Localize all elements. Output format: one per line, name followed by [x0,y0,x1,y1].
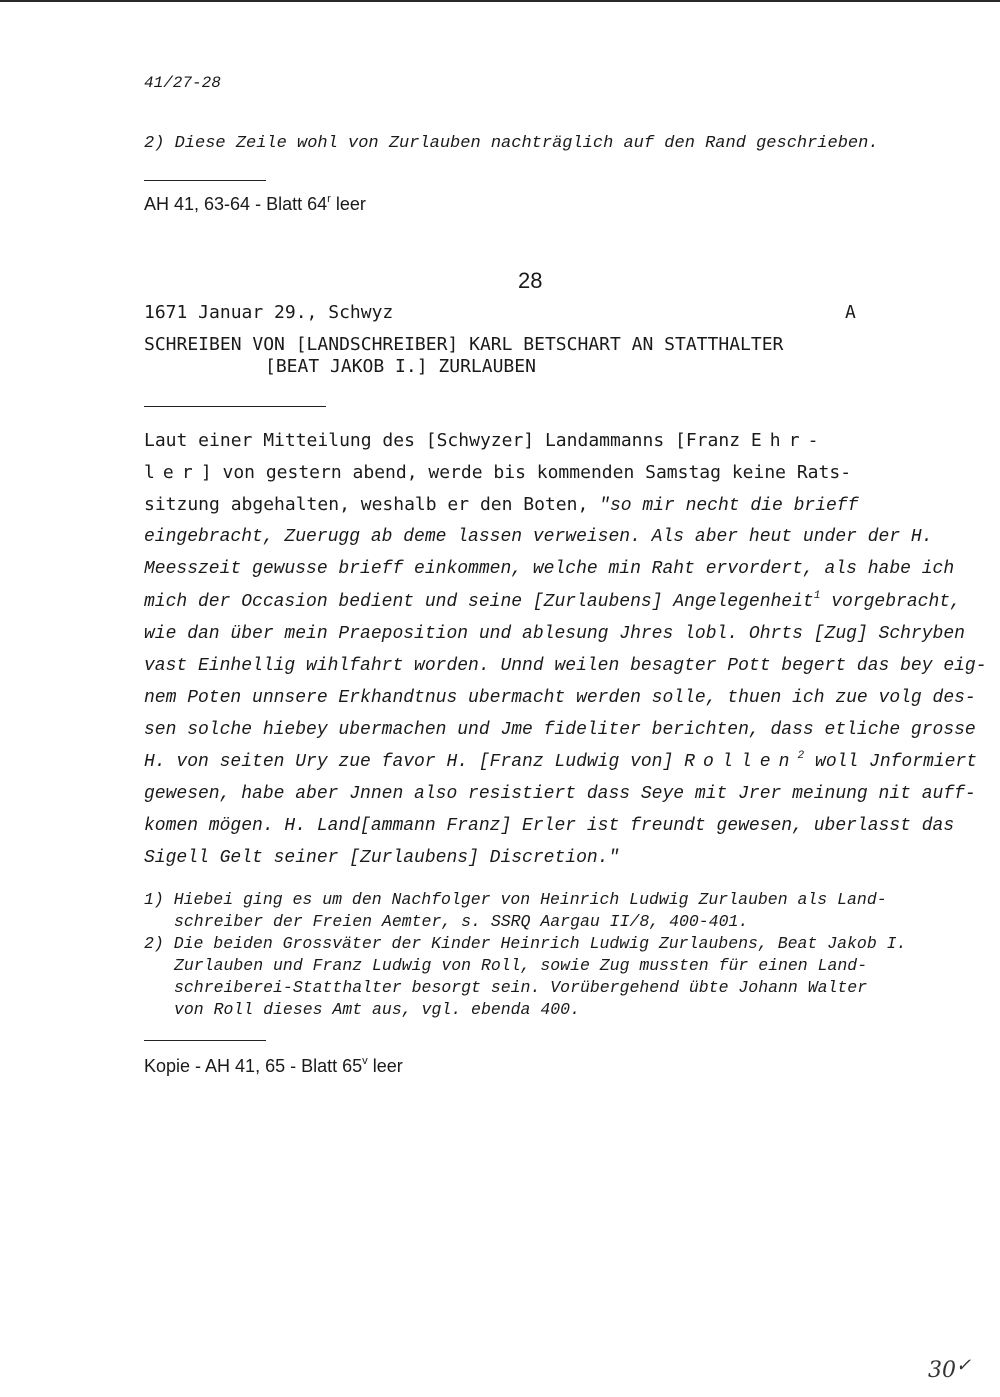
separator-rule [144,406,326,407]
page-reference: 41/27-28 [144,74,221,92]
body-line: eingebracht, Zuerugg ab deme lassen verweisen. Als aber heut under der H. [144,527,933,547]
body-line: Sigell Gelt seiner [Zurlaubens] Discretion." [144,848,620,868]
previous-source-note: AH 41, 63-64 - Blatt 64$^r$ leer [144,193,366,214]
body-line: wie dan über mein Praeposition und ablesung Jhres lobl. Ohrts [Zug] Schryben [144,624,965,644]
previous-footnote: 2) Diese Zeile wohl von Zurlauben nachträglich auf den Rand geschrieben. [144,134,879,153]
body-line: mich der Occasion bedient und seine [Zurlaubens] Angelegenheit$^1$ vorgebracht, [144,590,961,612]
footnote-1: 1) Hiebei ging es um den Nachfolger von Heinrich Ludwig Zurlauben als Land- [144,890,887,909]
footnote-2-continued: schreiberei-Statthalter besorgt sein. Vorübergehend übte Johann Walter [174,978,868,997]
body-line: Laut einer Mitteilung des [Schwyzer] Landammanns [Franz Ehr- [144,430,827,451]
document-number: 28 [518,268,543,293]
document-title-line-1: SCHREIBEN VON [LANDSCHREIBER] KARL BETSCHART AN STATTHALTER [144,334,784,355]
separator-rule [144,1040,266,1041]
footnote-2-continued: Zurlauben und Franz Ludwig von Roll, sowie Zug mussten für einen Land- [174,956,868,975]
body-line: Meesszeit gewusse brieff einkommen, welche min Raht ervordert, als habe ich [144,559,955,579]
body-line: sen solche hiebey ubermachen und Jme fideliter berichten, dass etliche grosse [144,720,976,740]
footnote-2: 2) Die beiden Grossväter der Kinder Heinrich Ludwig Zurlaubens, Beat Jakob I. [144,934,907,953]
date-place: 1671 Januar 29., Schwyz [144,302,394,323]
body-line: sitzung abgehalten, weshalb er den Boten, "so mir necht die brieff [144,494,859,516]
footnote-2-continued: von Roll dieses Amt aus, vgl. ebenda 400. [174,1000,580,1019]
source-note: Kopie - AH 41, 65 - Blatt 65$^v$ leer [144,1055,403,1076]
document-type-letter: A [845,302,856,323]
body-line: nem Poten unnsere Erkhandtnus ubermacht werden solle, thuen ich zue volg des- [144,688,976,708]
body-line: vast Einhellig wihlfahrt worden. Unnd weilen besagter Pott begert das bey eig- [144,656,987,676]
body-line: H. von seiten Ury zue favor H. [Franz Ludwig von] Rollen$^2$ woll Jnformiert [144,750,978,772]
body-line: gewesen, habe aber Jnnen also resistiert dass Seye mit Jrer meinung nit auff- [144,784,976,804]
body-line: ler] von gestern abend, werde bis kommenden Samstag keine Rats- [144,462,852,483]
page-top-edge [0,0,1000,2]
separator-rule [144,180,266,181]
body-line: komen mögen. H. Land[ammann Franz] Erler ist freundt gewesen, uberlasst das [144,816,955,836]
handwritten-folio-mark: 30✓ [928,1355,972,1383]
footnote-1-continued: schreiber der Freien Aemter, s. SSRQ Aargau II/8, 400-401. [174,912,749,931]
document-title-line-2: [BEAT JAKOB I.] ZURLAUBEN [265,356,536,377]
